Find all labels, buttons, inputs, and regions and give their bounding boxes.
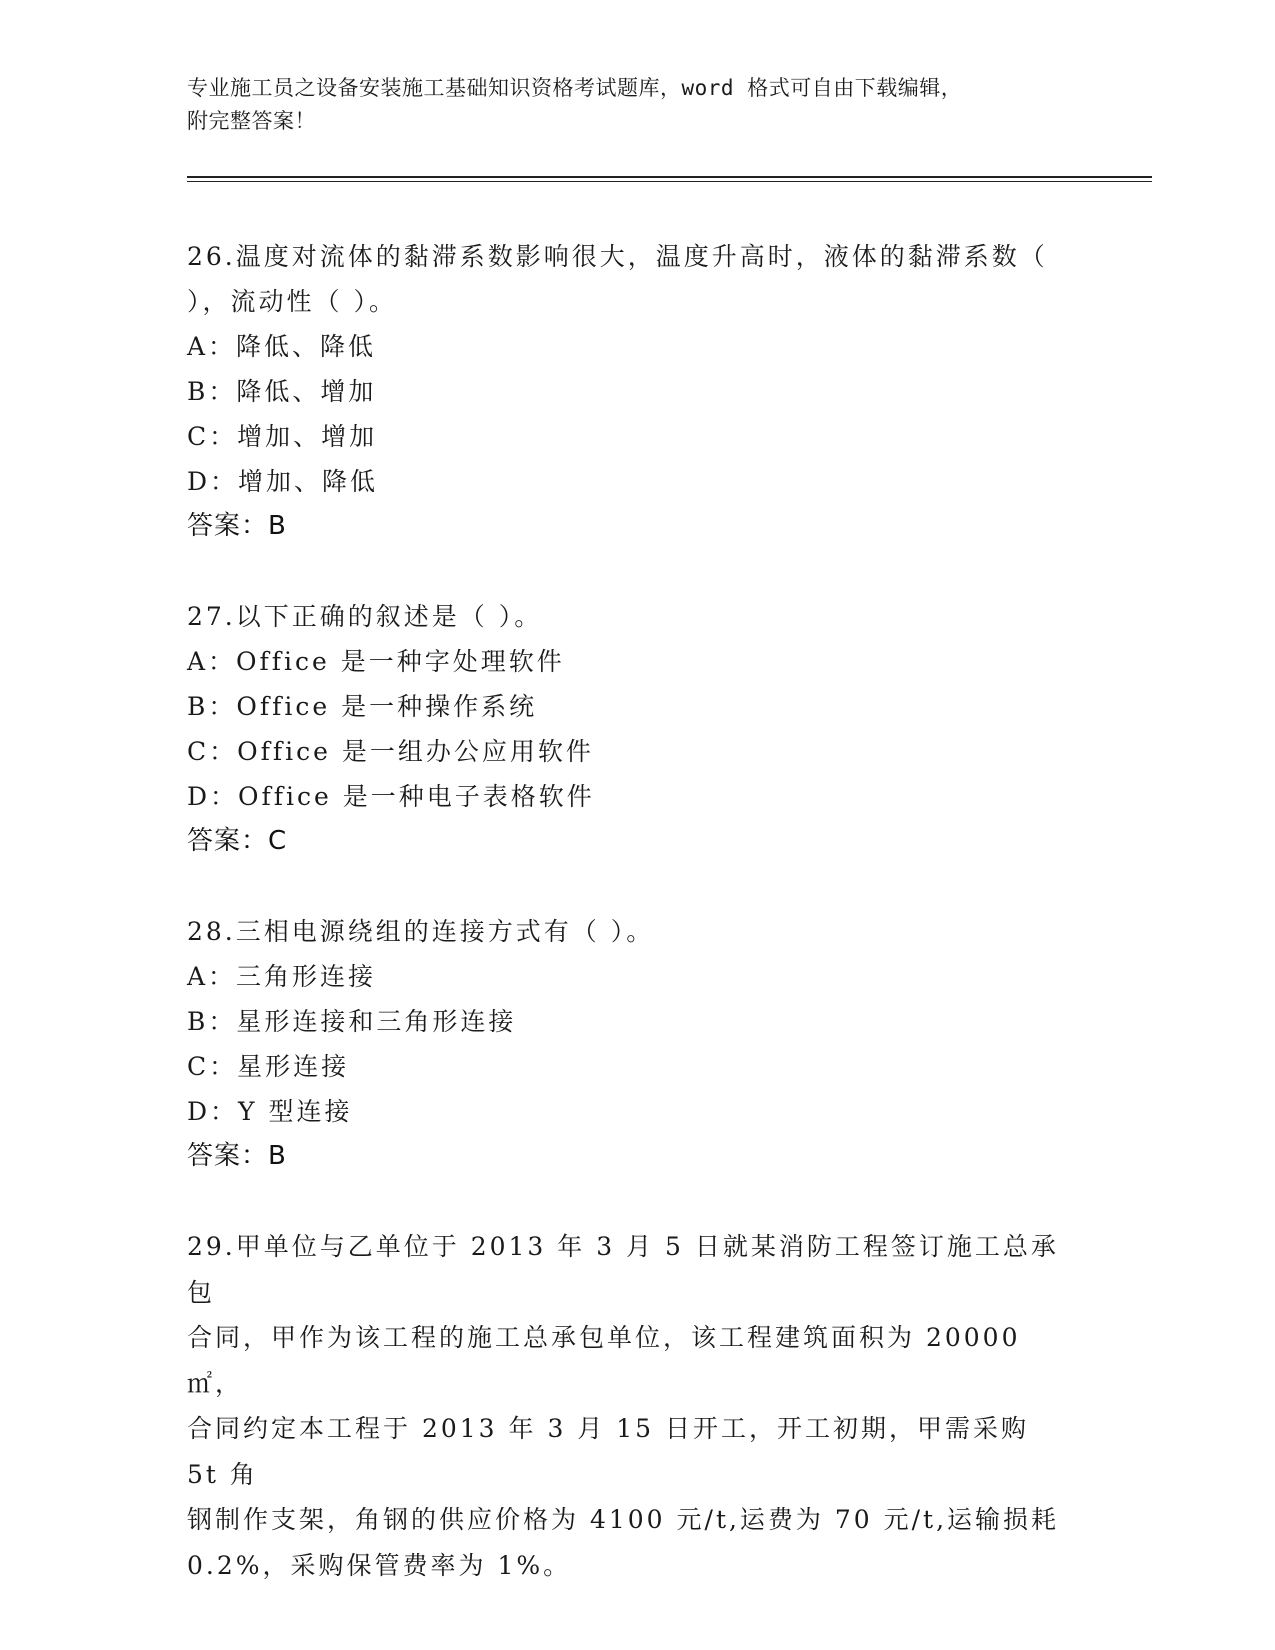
option-b: B：Office 是一种操作系统: [187, 692, 538, 721]
option-b: B：星形连接和三角形连接: [187, 1007, 517, 1036]
question-stem-line: 26.温度对流体的黏滞系数影响很大，温度升高时，液体的黏滞系数（: [187, 242, 1048, 271]
header-divider-thick: [187, 176, 1152, 178]
header-line-1: 专业施工员之设备安装施工基础知识资格考试题库，word 格式可自由下载编辑，: [187, 76, 963, 100]
option-d: D：Office 是一种电子表格软件: [187, 782, 595, 811]
answer-label: 答案：B: [187, 511, 287, 541]
option-a: A：Office 是一种字处理软件: [187, 647, 565, 676]
option-d: D：增加、降低: [187, 467, 379, 496]
header-divider-thin: [187, 181, 1152, 182]
question-stem-line: 27.以下正确的叙述是（ ）。: [187, 602, 543, 631]
option-d: D：Y 型连接: [187, 1097, 353, 1126]
question-28: [187, 909, 1067, 1179]
question-stem-line: ），流动性（ ）。: [187, 287, 397, 316]
question-26: [187, 234, 1067, 549]
question-stem-line: 28.三相电源绕组的连接方式有（ ）。: [187, 917, 655, 946]
question-list: [187, 234, 1067, 1633]
question-stem-line: 29.甲单位与乙单位于 2013 年 3 月 5 日就某消防工程签订施工总承包: [187, 1232, 1059, 1307]
option-a: A：三角形连接: [187, 962, 377, 991]
question-29: [187, 1224, 1067, 1588]
question-stem-line: 合同约定本工程于 2013 年 3 月 15 日开工，开工初期，甲需采购 5t 角: [187, 1414, 1030, 1489]
option-b: B：降低、增加: [187, 377, 377, 406]
option-c: C：星形连接: [187, 1052, 350, 1081]
question-stem-line: 0.2%，采购保管费率为 1%。: [187, 1550, 572, 1580]
question-stem-line: 合同，甲作为该工程的施工总承包单位，该工程建筑面积为 20000㎡，: [187, 1323, 1021, 1398]
option-c: C：Office 是一组办公应用软件: [187, 737, 594, 766]
answer-label: 答案：B: [187, 1141, 287, 1171]
answer-label: 答案：C: [187, 826, 288, 856]
page-header: [187, 72, 1087, 138]
option-a: A：降低、降低: [187, 332, 377, 361]
question-27: [187, 594, 1067, 864]
question-stem-line: 钢制作支架，角钢的供应价格为 4100 元/t,运费为 70 元/t,运输损耗: [187, 1505, 1060, 1534]
option-c: C：增加、增加: [187, 422, 378, 451]
header-line-2: 附完整答案！: [187, 109, 316, 133]
